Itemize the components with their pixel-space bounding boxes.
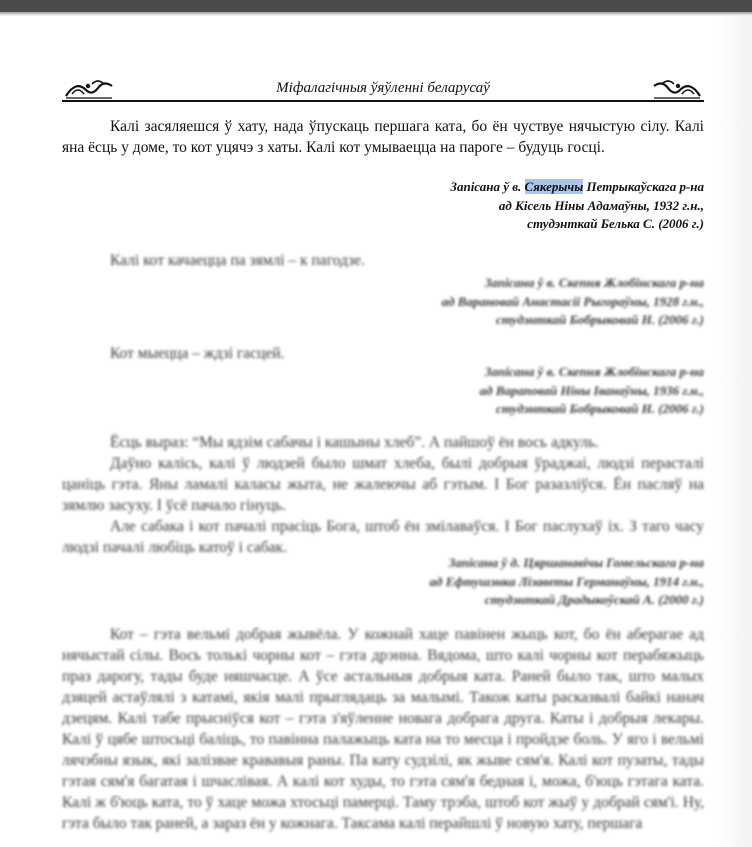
- attribution-line-1: Запісана ў в. Сякерычы Петрыкаўскага р-на: [450, 179, 704, 194]
- document-viewer-frame: [0, 0, 752, 12]
- attribution-line-1: Запісана ў в. Скепня Жлобінскага р-на: [484, 275, 704, 290]
- entry-3: [62, 343, 704, 364]
- entry-4-paragraph: Даўно калісь, калі ў людзей было шмат хлеба, былі добрыя ўраджаі, людзі перасталі цаніць гэта. Яны ламалі каласы жыта, не жалеючы аб гэтым. І Бог разазліўся. Ён пасляў на зямлю засуху. І ўсё пачало гінуць.: [62, 455, 704, 514]
- selected-text-highlight[interactable]: Сякерычы: [524, 179, 584, 194]
- entry-1: [62, 116, 704, 158]
- entry-4-paragraph: Ёсць выраз: “Мы ядзім сабачы і кашыны хлеб”. А пайшоў ён вось адкуль.: [110, 434, 599, 451]
- page-edge-shadow: [712, 16, 752, 847]
- attribution-line-3: студэнткай Белька С. (2006 г.): [527, 216, 704, 231]
- entry-4: [62, 432, 704, 558]
- entry-2-text: Калі кот качаецца па зямлі – к пагодзе.: [110, 252, 365, 269]
- attribution-line-2: ад Ефтушэнка Лізаветы Германаўны, 1914 г.н.,: [429, 573, 704, 589]
- entry-2-attribution: [442, 274, 704, 330]
- header-title: Міфалагічныя ўяўленні беларусаў: [276, 80, 490, 96]
- entry-3-text: Кот мыецца – ждзі гасцей.: [110, 345, 285, 362]
- ornament-right-icon: [652, 76, 702, 100]
- entry-5-text: Кот – гэта вельмі добрая жывёла. У кожнай хаце павінен жыць кот, бо ён аберагае ад нячыстай сілы. Вось толькі чорны кот – гэта дрэнна. Вядома, што калі чорны кот перабяжыць праз дарогу, тады буде няшчасце. А ўсе астальныя добрыя ката. Раней было так, што малых дзяцей астаўлялі з катамі, якія малі прыглядаць за малымі. Також каты расказвалі байкі нанач дзецям. Калі табе прысніўся кот – гэта з'яўленне новага добрага друга. Каты і добрыя лекары. Калі ў цябе штосьці баліць, то павінна палажыць ката на то месца і пройдзе боль. У яго і вельмі лячэбны язык, які залізвае крававыя раны. Па кату судзілі, як жыве сям'я. Калі кот пузаты, тады гэтая сям'я багатая і шчаслівая. А калі кот худы, то гэта сям'я бедная і, можа, б'юць гэтага ката. Калі ж б'юць ката, то ў хаце можа хтосьці памерці. Таму трэба, штоб кот жыў у добрай сям'і. Ну, гэта было так раней, а зараз ён у кожнага. Таксама калі перайшлі ў новую хату, першага: [62, 626, 704, 832]
- document-page[interactable]: [0, 16, 752, 847]
- attribution-line-3: студэнткай Бобрыковай Н. (2006 г.): [496, 312, 704, 327]
- entry-5: [62, 624, 704, 834]
- entry-4-attribution: [430, 554, 705, 610]
- attribution-line-3: студэнткай Драдыкоўскай А. (2000 г.): [484, 592, 704, 607]
- attribution-line-3: студэнткай Бобрыковай Н. (2006 г.): [496, 401, 704, 416]
- entry-3-attribution: [480, 363, 704, 419]
- entry-4-paragraph: Але сабака і кот пачалі прасіць Бога, штоб ён змілаваўся. І Бог паслухаў іх. З таго часу людзі пачалі любіць катоў і сабак.: [62, 518, 704, 556]
- entry-2: [62, 250, 704, 271]
- running-header: [62, 72, 704, 106]
- attribution-line-2: ад Варановай Анастасіі Рыгораўны, 1928 г.н.,: [441, 293, 704, 309]
- entry-1-attribution: [450, 178, 704, 234]
- header-rule: [62, 100, 704, 102]
- attribution-line-2: ад Вараповай Ніны Іванаўны, 1936 г.н.,: [479, 382, 704, 398]
- attribution-line-1: Запісана ў д. Цяршанавічы Гомельскага р-на: [448, 555, 704, 570]
- attribution-line-2: ад Кісель Ніны Адамаўны, 1932 г.н.,: [498, 197, 704, 213]
- attribution-line-1: Запісана ў в. Скепня Жлобінскага р-на: [484, 364, 704, 379]
- entry-1-text: Калі засяляешся ў хату, нада ўпускаць першага ката, бо ён чуствуе нячыстую сілу. Калі яна ёсць у доме, то кот уцячэ з хаты. Калі кот умываецца на пароге – будуць госці.: [62, 118, 704, 156]
